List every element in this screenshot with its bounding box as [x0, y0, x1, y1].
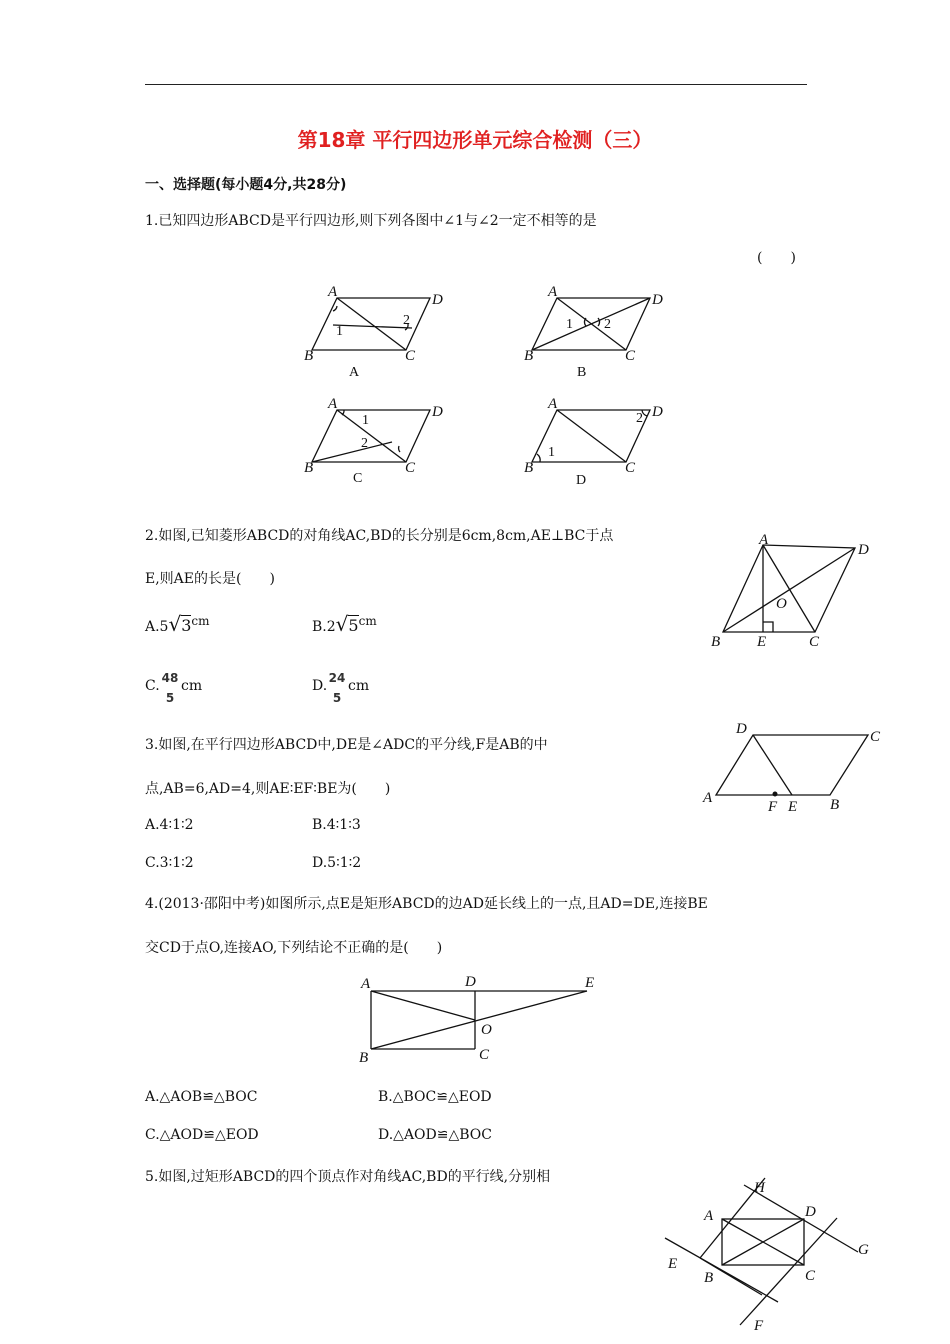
label-c: C: [870, 729, 881, 745]
label-d: D: [432, 404, 443, 420]
q1-figure-b: [520, 280, 680, 380]
label-e: E: [788, 799, 798, 815]
fig-b-caption: B: [577, 365, 587, 380]
q2-rhombus-figure: [705, 530, 885, 655]
label-a: A: [548, 396, 558, 412]
q4-option-c: C.△AOD≌△EOD: [145, 1127, 259, 1143]
q2-option-d-unit: cm: [348, 678, 370, 694]
label-h: H: [754, 1180, 765, 1196]
angle-1-label: 1: [362, 413, 369, 428]
label-d: D: [652, 404, 663, 420]
q4-option-b: B.△BOC≌△EOD: [378, 1089, 492, 1105]
q3-option-a: A.4∶1∶2: [145, 817, 194, 833]
label-b: B: [359, 1050, 369, 1066]
label-a: A: [704, 1208, 714, 1224]
q3-line2: 点,AB=6,AD=4,则AE∶EF∶BE为( ): [145, 781, 391, 797]
angle-2-label: 2: [361, 436, 368, 451]
label-c: C: [625, 460, 636, 476]
label-d: D: [465, 974, 476, 990]
label-g: G: [858, 1242, 869, 1258]
label-d: D: [652, 292, 663, 308]
label-b: B: [304, 348, 314, 364]
label-c: C: [479, 1047, 490, 1063]
angle-1-label: 1: [548, 445, 555, 460]
q1-stem: 1.已知四边形ABCD是平行四边形,则下列各图中∠1与∠2一定不相等的是: [145, 213, 597, 229]
label-b: B: [524, 348, 534, 364]
label-c: C: [805, 1268, 816, 1284]
q5-line1: 5.如图,过矩形ABCD的四个顶点作对角线AC,BD的平行线,分别相: [145, 1169, 551, 1185]
q2-line2: E,则AE的长是( ): [145, 571, 275, 587]
label-c: C: [625, 348, 636, 364]
q2-option-c-unit: cm: [181, 678, 203, 694]
label-b: B: [711, 634, 721, 650]
label-a: A: [361, 976, 371, 992]
label-o: O: [481, 1022, 492, 1038]
q2-line1: 2.如图,已知菱形ABCD的对角线AC,BD的长分别是6cm,8cm,AE⊥BC于点: [145, 528, 614, 544]
fig-c-caption: C: [353, 471, 363, 486]
q4-line1: 4.(2013·邵阳中考)如图所示,点E是矩形ABCD的边AD延长线上的一点,且AD=DE,连接BE: [145, 896, 708, 912]
label-f: F: [754, 1318, 764, 1334]
label-b: B: [704, 1270, 714, 1286]
label-a: A: [548, 284, 558, 300]
label-d: D: [805, 1204, 816, 1220]
label-o: O: [776, 596, 787, 612]
q2-option-a: A.5√3cm: [145, 612, 210, 636]
label-a: A: [328, 284, 338, 300]
angle-1-label: 1: [566, 317, 573, 332]
angle-1-label: 1: [336, 324, 343, 339]
q2-option-d-prefix: D.: [312, 678, 328, 694]
q2-option-d-fraction: 24 5: [328, 671, 346, 705]
label-c: C: [809, 634, 820, 650]
q2-option-b: B.2√5cm: [312, 612, 377, 636]
q3-option-d: D.5∶1∶2: [312, 855, 362, 871]
label-d: D: [432, 292, 443, 308]
label-e: E: [668, 1256, 678, 1272]
header-rule: [145, 84, 807, 85]
q3-parallelogram-figure: [700, 715, 890, 820]
label-a: A: [703, 790, 713, 806]
q1-figure-c: [300, 392, 460, 492]
label-e: E: [585, 975, 595, 991]
q4-line2: 交CD于点O,连接AO,下列结论不正确的是( ): [145, 940, 443, 956]
q1-figure-d: [520, 392, 680, 492]
label-d: D: [858, 542, 869, 558]
fig-d-caption: D: [576, 473, 587, 488]
angle-2-label: 2: [604, 317, 611, 332]
q1-figure-a: [300, 280, 460, 380]
label-e: E: [757, 634, 767, 650]
q2-option-c-fraction: 48 5: [161, 671, 179, 705]
q4-rectangle-figure: [355, 970, 615, 1070]
page-title: 第18章 平行四边形单元综合检测（三）: [297, 128, 653, 152]
label-b: B: [524, 460, 534, 476]
label-b: B: [830, 797, 840, 813]
q5-rhombus-figure: [660, 1170, 880, 1340]
label-a: A: [328, 396, 338, 412]
label-c: C: [405, 460, 416, 476]
label-d: D: [736, 721, 747, 737]
label-c: C: [405, 348, 416, 364]
label-a: A: [759, 532, 769, 548]
label-f: F: [768, 799, 778, 815]
q2-option-c-prefix: C.: [145, 678, 160, 694]
label-b: B: [304, 460, 314, 476]
q1-answer-paren: ( ): [757, 250, 796, 266]
angle-2-label: 2: [403, 313, 410, 328]
section-heading: 一、选择题(每小题4分,共28分): [145, 177, 347, 193]
fig-a-caption: A: [349, 365, 360, 380]
q3-option-b: B.4∶1∶3: [312, 817, 361, 833]
q4-option-d: D.△AOD≌△BOC: [378, 1127, 492, 1143]
q3-option-c: C.3∶1∶2: [145, 855, 194, 871]
angle-2-label: 2: [636, 411, 643, 426]
q3-line1: 3.如图,在平行四边形ABCD中,DE是∠ADC的平分线,F是AB的中: [145, 737, 548, 753]
q4-option-a: A.△AOB≌△BOC: [145, 1089, 258, 1105]
